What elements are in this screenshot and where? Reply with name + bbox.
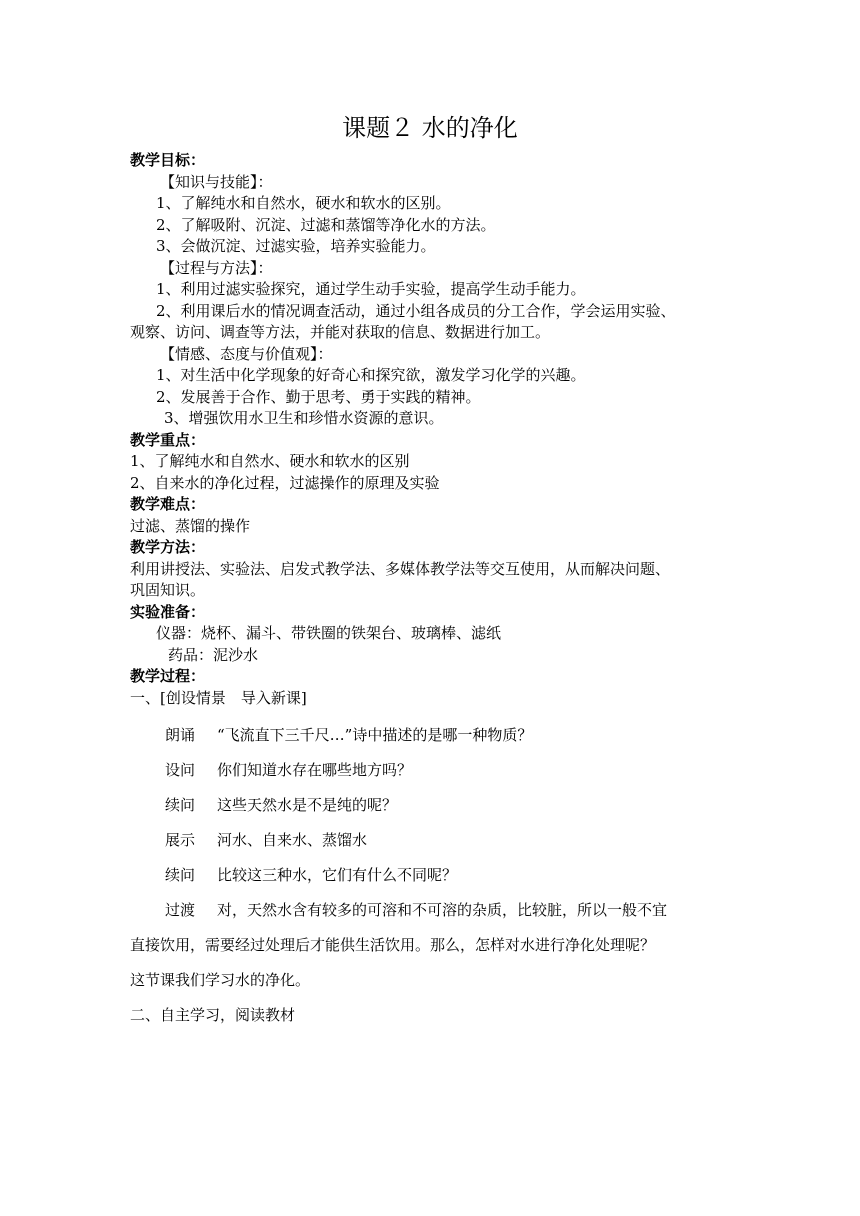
preparation-heading: 实验准备： <box>130 602 206 621</box>
process-item: 2、利用课后水的情况调查活动，通过小组各成员的分工合作，学会运用实验、 <box>156 301 676 320</box>
transition-text-continuation: 直接饮用，需要经过处理后才能供生活饮用。那么，怎样对水进行净化处理呢？ <box>130 936 656 954</box>
dialog-tag: 展示 <box>165 831 196 849</box>
emotion-item: 3、增强饮用水卫生和珍惜水资源的意识。 <box>164 409 444 427</box>
procedure-section-1: 一、[创设情景 导入新课] <box>130 688 307 707</box>
emotion-item: 1、对生活中化学现象的好奇心和探究欲，激发学习化学的兴趣。 <box>156 366 586 384</box>
dialog-line <box>130 858 740 893</box>
knowledge-heading: 【知识与技能】： <box>160 172 273 191</box>
objectives-section <box>130 150 740 709</box>
emotion-heading: 【情感、态度与价值观】： <box>160 344 333 363</box>
methods-text: 利用讲授法、实验法、启发式教学法、多媒体教学法等交互使用，从而解决问题、 <box>130 559 671 578</box>
dialog-tag: 朗诵 <box>165 726 196 744</box>
key-point-item: 2、自来水的净化过程，过滤操作的原理及实验 <box>130 473 440 492</box>
key-point-item: 1、了解纯水和自然水、硬水和软水的区别 <box>130 452 410 470</box>
preparation-instruments: 仪器：烧杯、漏斗、带铁圈的铁架台、玻璃棒、滤纸 <box>156 624 502 642</box>
preparation-reagents: 药品：泥沙水 <box>168 645 259 664</box>
process-item: 1、利用过滤实验探究，通过学生动手实验，提高学生动手能力。 <box>156 280 586 298</box>
dialog-tag: 设问 <box>165 761 196 779</box>
methods-heading: 教学方法： <box>130 538 206 556</box>
process-item-continuation: 观察、访问、调查等方法，并能对获取的信息、数据进行加工。 <box>130 323 551 341</box>
dialog-text: 这些天然水是不是纯的呢？ <box>217 796 398 814</box>
process-heading: 【过程与方法】： <box>160 258 273 277</box>
transition-text: 对，天然水含有较多的可溶和不可溶的杂质，比较脏，所以一般不宜 <box>217 901 668 919</box>
difficulties-text: 过滤、蒸馏的操作 <box>130 516 251 535</box>
dialog-tag: 续问 <box>165 866 196 884</box>
procedure-section-2: 二、自主学习，阅读教材 <box>130 1006 296 1024</box>
transition-text-continuation: 这节课我们学习水的净化。 <box>130 971 311 989</box>
knowledge-item: 2、了解吸附、沉淀、过滤和蒸馏等净化水的方法。 <box>156 215 496 234</box>
dialog-tag: 过渡 <box>165 901 196 919</box>
dialog-text: “飞流直下三千尺…”诗中描述的是哪一种物质？ <box>217 726 533 744</box>
objectives-heading: 教学目标： <box>130 151 206 169</box>
knowledge-item: 1、了解纯水和自然水，硬水和软水的区别。 <box>156 194 451 212</box>
dialog-tag: 续问 <box>165 796 196 814</box>
transition-line <box>130 893 740 928</box>
procedure-heading: 教学过程： <box>130 667 206 685</box>
procedure-dialog <box>130 718 740 1033</box>
dialog-text: 你们知道水存在哪些地方吗？ <box>217 761 413 779</box>
dialog-line <box>130 788 740 823</box>
key-points-heading: 教学重点： <box>130 430 206 449</box>
page-title: 课题２ 水的净化 <box>342 114 518 142</box>
knowledge-item: 3、会做沉淀、过滤实验，培养实验能力。 <box>156 237 436 255</box>
emotion-item: 2、发展善于合作、勤于思考、勇于实践的精神。 <box>156 387 481 406</box>
dialog-line <box>130 718 740 753</box>
dialog-line <box>130 823 740 858</box>
dialog-line <box>130 753 740 788</box>
methods-text-continuation: 巩固知识。 <box>130 581 206 599</box>
difficulties-heading: 教学难点： <box>130 495 206 513</box>
dialog-text: 河水、自来水、蒸馏水 <box>217 831 368 849</box>
dialog-text: 比较这三种水，它们有什么不同呢？ <box>217 866 458 884</box>
